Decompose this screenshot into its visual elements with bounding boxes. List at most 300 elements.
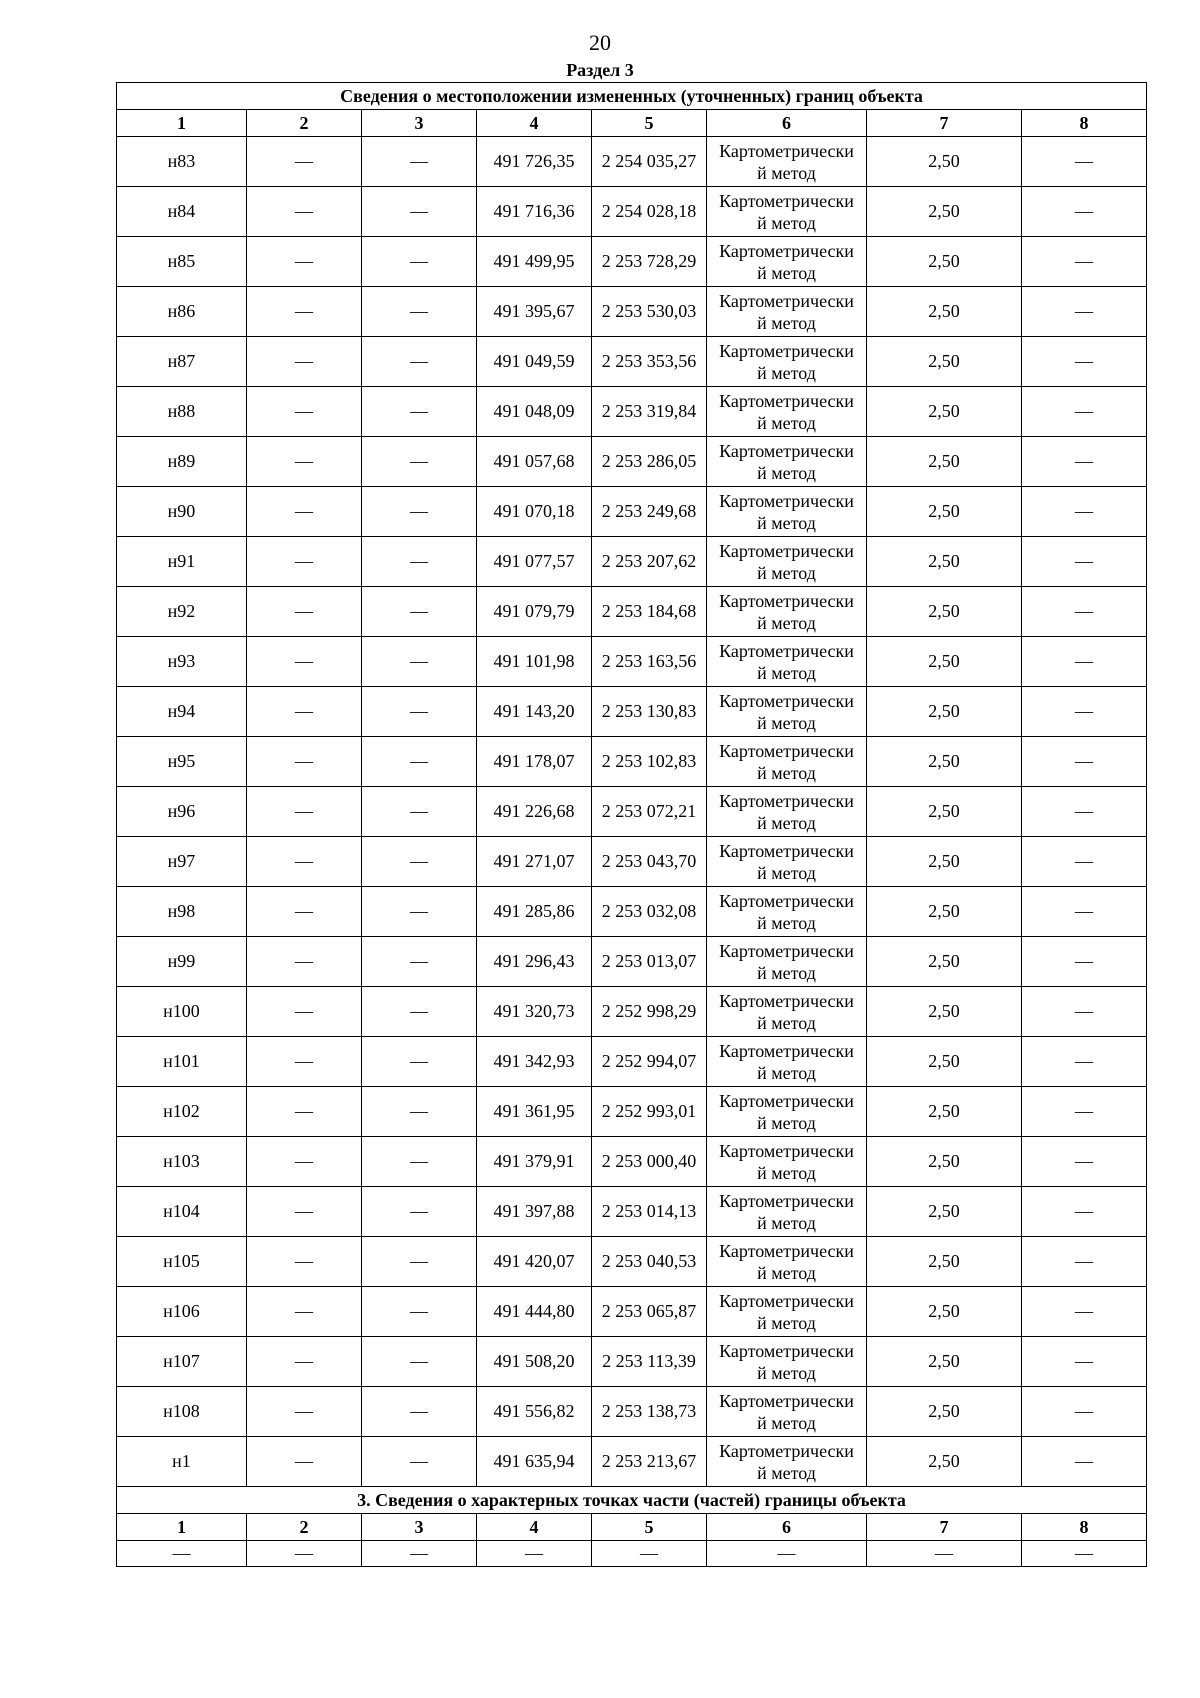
method-cell	[707, 337, 867, 387]
point-name: н95	[117, 737, 247, 787]
coord-y: 2 253 032,08	[592, 887, 707, 937]
method-line1: Картометрически	[719, 990, 854, 1011]
method-cell	[707, 1287, 867, 1337]
method-cell	[707, 187, 867, 237]
coord-x: 491 726,35	[477, 137, 592, 187]
point-name: н96	[117, 787, 247, 837]
method-line2: й метод	[757, 1262, 816, 1283]
dash-cell: —	[362, 637, 477, 687]
dash-cell: —	[1022, 287, 1147, 337]
coord-x: 491 048,09	[477, 387, 592, 437]
column-header: 2	[247, 110, 362, 137]
section-title: Раздел 3	[566, 60, 634, 80]
accuracy-cell: 2,50	[867, 1337, 1022, 1387]
accuracy-cell: 2,50	[867, 1137, 1022, 1187]
column-header: 8	[1022, 1514, 1147, 1541]
column-header: 6	[707, 110, 867, 137]
table-row	[117, 587, 1147, 637]
table-row	[117, 537, 1147, 587]
method-line2: й метод	[757, 1012, 816, 1033]
table-row	[117, 1187, 1147, 1237]
point-name: н84	[117, 187, 247, 237]
method-cell	[707, 1337, 867, 1387]
dash-cell: —	[247, 1287, 362, 1337]
accuracy-cell: 2,50	[867, 1037, 1022, 1087]
coord-x: 491 079,79	[477, 587, 592, 637]
point-name: н98	[117, 887, 247, 937]
column-header: 3	[362, 110, 477, 137]
accuracy-cell: 2,50	[867, 537, 1022, 587]
accuracy-cell: 2,50	[867, 387, 1022, 437]
method-line1: Картометрически	[719, 340, 854, 361]
table-row	[117, 1137, 1147, 1187]
method-line2: й метод	[757, 262, 816, 283]
dash-cell: —	[362, 487, 477, 537]
accuracy-cell: 2,50	[867, 337, 1022, 387]
method-line2: й метод	[757, 462, 816, 483]
coord-y: 2 252 993,01	[592, 1087, 707, 1137]
column-header: 4	[477, 1514, 592, 1541]
accuracy-cell: 2,50	[867, 837, 1022, 887]
table-row	[117, 1287, 1147, 1337]
method-line1: Картометрически	[719, 1040, 854, 1061]
coord-y: 2 253 530,03	[592, 287, 707, 337]
method-line2: й метод	[757, 1362, 816, 1383]
point-name: н92	[117, 587, 247, 637]
point-name: н102	[117, 1087, 247, 1137]
dash-cell: —	[1022, 1387, 1147, 1437]
accuracy-cell: 2,50	[867, 237, 1022, 287]
point-name: н1	[117, 1437, 247, 1487]
accuracy-cell: 2,50	[867, 987, 1022, 1037]
dash-cell: —	[1022, 1087, 1147, 1137]
coord-y: 2 253 207,62	[592, 537, 707, 587]
coord-x: 491 379,91	[477, 1137, 592, 1187]
coord-x: 491 077,57	[477, 537, 592, 587]
dash-cell: —	[1022, 987, 1147, 1037]
method-line1: Картометрически	[719, 590, 854, 611]
column-header: 3	[362, 1514, 477, 1541]
dash-cell: —	[362, 887, 477, 937]
method-cell	[707, 237, 867, 287]
accuracy-cell: 2,50	[867, 787, 1022, 837]
method-line1: Картометрически	[719, 1290, 854, 1311]
method-line1: Картометрически	[719, 940, 854, 961]
coord-x: 491 070,18	[477, 487, 592, 537]
dash-cell: —	[1022, 887, 1147, 937]
dash-cell: —	[362, 1037, 477, 1087]
coord-y: 2 253 184,68	[592, 587, 707, 637]
dash-cell: —	[362, 1541, 477, 1567]
dash-cell: —	[1022, 687, 1147, 737]
accuracy-cell: 2,50	[867, 1387, 1022, 1437]
method-line2: й метод	[757, 1412, 816, 1433]
method-line1: Картометрически	[719, 1390, 854, 1411]
coord-y: 2 253 728,29	[592, 237, 707, 287]
dash-cell: —	[362, 437, 477, 487]
dash-cell: —	[247, 387, 362, 437]
point-name: н83	[117, 137, 247, 187]
method-line2: й метод	[757, 1462, 816, 1483]
point-name: н106	[117, 1287, 247, 1337]
dash-cell: —	[1022, 187, 1147, 237]
dash-cell: —	[362, 837, 477, 887]
coord-x: 491 556,82	[477, 1387, 592, 1437]
method-cell	[707, 1237, 867, 1287]
dash-cell: —	[247, 437, 362, 487]
method-cell	[707, 1187, 867, 1237]
dash-cell: —	[1022, 1037, 1147, 1087]
coord-y: 2 253 014,13	[592, 1187, 707, 1237]
method-cell	[707, 837, 867, 887]
dash-cell: —	[592, 1541, 707, 1567]
dash-cell: —	[247, 1037, 362, 1087]
coord-x: 491 397,88	[477, 1187, 592, 1237]
method-line2: й метод	[757, 1112, 816, 1133]
accuracy-cell: 2,50	[867, 1437, 1022, 1487]
method-cell	[707, 537, 867, 587]
coord-x: 491 420,07	[477, 1237, 592, 1287]
accuracy-cell: 2,50	[867, 1087, 1022, 1137]
dash-cell: —	[362, 1287, 477, 1337]
coord-x: 491 285,86	[477, 887, 592, 937]
dash-cell: —	[117, 1541, 247, 1567]
point-name: н91	[117, 537, 247, 587]
method-line2: й метод	[757, 562, 816, 583]
dash-cell: —	[247, 487, 362, 537]
dash-cell: —	[362, 287, 477, 337]
coord-y: 2 252 998,29	[592, 987, 707, 1037]
method-cell	[707, 1137, 867, 1187]
table-row	[117, 1541, 1147, 1567]
table-row	[117, 287, 1147, 337]
dash-cell: —	[1022, 1187, 1147, 1237]
dash-cell: —	[247, 287, 362, 337]
column-header: 4	[477, 110, 592, 137]
dash-cell: —	[247, 187, 362, 237]
coord-x: 491 444,80	[477, 1287, 592, 1337]
coord-y: 2 252 994,07	[592, 1037, 707, 1087]
method-cell	[707, 387, 867, 437]
table-row	[117, 1237, 1147, 1287]
table-row	[117, 237, 1147, 287]
coord-x: 491 320,73	[477, 987, 592, 1037]
table-row	[117, 937, 1147, 987]
coord-x: 491 143,20	[477, 687, 592, 737]
accuracy-cell: 2,50	[867, 637, 1022, 687]
dash-cell: —	[362, 387, 477, 437]
coord-x: 491 101,98	[477, 637, 592, 687]
dash-cell: —	[247, 637, 362, 687]
dash-cell: —	[477, 1541, 592, 1567]
table-row	[117, 487, 1147, 537]
dash-cell: —	[362, 337, 477, 387]
coord-y: 2 253 319,84	[592, 387, 707, 437]
coord-y: 2 253 286,05	[592, 437, 707, 487]
dash-cell: —	[247, 237, 362, 287]
dash-cell: —	[247, 1337, 362, 1387]
table-row	[117, 787, 1147, 837]
point-name: н86	[117, 287, 247, 337]
dash-cell: —	[247, 837, 362, 887]
accuracy-cell: 2,50	[867, 187, 1022, 237]
method-cell	[707, 687, 867, 737]
boundary-table	[116, 82, 1147, 1567]
table-row	[117, 1437, 1147, 1487]
coord-x: 491 499,95	[477, 237, 592, 287]
dash-cell: —	[362, 737, 477, 787]
coord-y: 2 253 013,07	[592, 937, 707, 987]
dash-cell: —	[1022, 387, 1147, 437]
dash-cell: —	[1022, 937, 1147, 987]
table-row	[117, 387, 1147, 437]
point-name: н97	[117, 837, 247, 887]
dash-cell: —	[362, 187, 477, 237]
coord-x: 491 271,07	[477, 837, 592, 887]
coord-y: 2 253 065,87	[592, 1287, 707, 1337]
accuracy-cell: 2,50	[867, 487, 1022, 537]
column-header: 1	[117, 1514, 247, 1541]
dash-cell: —	[362, 987, 477, 1037]
dash-cell: —	[362, 1087, 477, 1137]
column-header: 5	[592, 110, 707, 137]
method-line1: Картометрически	[719, 490, 854, 511]
method-line1: Картометрически	[719, 540, 854, 561]
dash-cell: —	[1022, 1337, 1147, 1387]
dash-cell: —	[707, 1541, 867, 1567]
coord-x: 491 226,68	[477, 787, 592, 837]
dash-cell: —	[247, 937, 362, 987]
table-row	[117, 687, 1147, 737]
method-cell	[707, 737, 867, 787]
method-cell	[707, 1087, 867, 1137]
method-line1: Картометрически	[719, 1090, 854, 1111]
point-name: н104	[117, 1187, 247, 1237]
table-row	[117, 1387, 1147, 1437]
page-number: 20	[589, 30, 611, 55]
dash-cell: —	[247, 1237, 362, 1287]
method-line1: Картометрически	[719, 1340, 854, 1361]
method-line2: й метод	[757, 212, 816, 233]
coord-y: 2 254 028,18	[592, 187, 707, 237]
accuracy-cell: 2,50	[867, 587, 1022, 637]
method-line2: й метод	[757, 912, 816, 933]
method-line1: Картометрически	[719, 1190, 854, 1211]
coord-x: 491 508,20	[477, 1337, 592, 1387]
accuracy-cell: 2,50	[867, 887, 1022, 937]
table-row	[117, 437, 1147, 487]
method-cell	[707, 1387, 867, 1437]
point-name: н94	[117, 687, 247, 737]
dash-cell: —	[247, 1541, 362, 1567]
method-line1: Картометрически	[719, 790, 854, 811]
method-cell	[707, 137, 867, 187]
table2-title: 3. Сведения о характерных точках части (частей) границы объекта	[117, 1487, 1147, 1514]
dash-cell: —	[1022, 1541, 1147, 1567]
dash-cell: —	[1022, 137, 1147, 187]
dash-cell: —	[1022, 787, 1147, 837]
table-row	[117, 187, 1147, 237]
dash-cell: —	[362, 1137, 477, 1187]
point-name: н89	[117, 437, 247, 487]
dash-cell: —	[1022, 587, 1147, 637]
table-row	[117, 1087, 1147, 1137]
table-row	[117, 737, 1147, 787]
method-line1: Картометрически	[719, 140, 854, 161]
accuracy-cell: 2,50	[867, 137, 1022, 187]
dash-cell: —	[1022, 1137, 1147, 1187]
coord-x: 491 635,94	[477, 1437, 592, 1487]
table-row	[117, 837, 1147, 887]
method-line2: й метод	[757, 312, 816, 333]
method-line2: й метод	[757, 862, 816, 883]
point-name: н85	[117, 237, 247, 287]
method-line1: Картометрически	[719, 240, 854, 261]
accuracy-cell: 2,50	[867, 1187, 1022, 1237]
dash-cell: —	[247, 1387, 362, 1437]
point-name: н93	[117, 637, 247, 687]
table1-title: Сведения о местоположении измененных (уточненных) границ объекта	[117, 83, 1147, 110]
coord-x: 491 361,95	[477, 1087, 592, 1137]
coord-x: 491 342,93	[477, 1037, 592, 1087]
table-row	[117, 1037, 1147, 1087]
coord-y: 2 253 102,83	[592, 737, 707, 787]
accuracy-cell: 2,50	[867, 937, 1022, 987]
column-header: 7	[867, 1514, 1022, 1541]
coord-y: 2 253 072,21	[592, 787, 707, 837]
method-cell	[707, 937, 867, 987]
dash-cell: —	[362, 937, 477, 987]
coord-y: 2 253 113,39	[592, 1337, 707, 1387]
dash-cell: —	[1022, 237, 1147, 287]
dash-cell: —	[867, 1541, 1022, 1567]
method-cell	[707, 1437, 867, 1487]
method-line1: Картометрически	[719, 740, 854, 761]
dash-cell: —	[247, 787, 362, 837]
method-line1: Картометрически	[719, 840, 854, 861]
accuracy-cell: 2,50	[867, 1237, 1022, 1287]
table-row	[117, 887, 1147, 937]
method-line2: й метод	[757, 162, 816, 183]
dash-cell: —	[1022, 637, 1147, 687]
method-line1: Картометрически	[719, 640, 854, 661]
dash-cell: —	[1022, 1237, 1147, 1287]
coord-y: 2 254 035,27	[592, 137, 707, 187]
dash-cell: —	[247, 1137, 362, 1187]
coord-x: 491 178,07	[477, 737, 592, 787]
accuracy-cell: 2,50	[867, 437, 1022, 487]
dash-cell: —	[362, 1237, 477, 1287]
column-header: 5	[592, 1514, 707, 1541]
method-line1: Картометрически	[719, 890, 854, 911]
dash-cell: —	[247, 137, 362, 187]
dash-cell: —	[247, 337, 362, 387]
table-row	[117, 637, 1147, 687]
method-line1: Картометрически	[719, 290, 854, 311]
dash-cell: —	[1022, 1287, 1147, 1337]
table2-header-row	[117, 1514, 1147, 1541]
point-name: н101	[117, 1037, 247, 1087]
method-line2: й метод	[757, 812, 816, 833]
method-line1: Картометрически	[719, 1140, 854, 1161]
method-line1: Картометрически	[719, 690, 854, 711]
coord-y: 2 253 213,67	[592, 1437, 707, 1487]
coord-x: 491 049,59	[477, 337, 592, 387]
point-name: н99	[117, 937, 247, 987]
table1-title-row	[117, 83, 1147, 110]
table-row	[117, 137, 1147, 187]
dash-cell: —	[247, 587, 362, 637]
dash-cell: —	[247, 1437, 362, 1487]
coord-y: 2 253 138,73	[592, 1387, 707, 1437]
point-name: н88	[117, 387, 247, 437]
accuracy-cell: 2,50	[867, 737, 1022, 787]
method-cell	[707, 987, 867, 1037]
column-header: 1	[117, 110, 247, 137]
dash-cell: —	[362, 687, 477, 737]
dash-cell: —	[247, 1087, 362, 1137]
dash-cell: —	[362, 1187, 477, 1237]
method-line2: й метод	[757, 412, 816, 433]
column-header: 2	[247, 1514, 362, 1541]
method-line2: й метод	[757, 1212, 816, 1233]
column-header: 6	[707, 1514, 867, 1541]
dash-cell: —	[247, 537, 362, 587]
accuracy-cell: 2,50	[867, 287, 1022, 337]
method-cell	[707, 487, 867, 537]
point-name: н103	[117, 1137, 247, 1187]
coord-y: 2 253 040,53	[592, 1237, 707, 1287]
method-line2: й метод	[757, 962, 816, 983]
coord-y: 2 253 163,56	[592, 637, 707, 687]
dash-cell: —	[247, 1187, 362, 1237]
table2-title-row	[117, 1487, 1147, 1514]
column-header: 7	[867, 110, 1022, 137]
point-name: н107	[117, 1337, 247, 1387]
dash-cell: —	[247, 737, 362, 787]
method-line2: й метод	[757, 1312, 816, 1333]
dash-cell: —	[1022, 437, 1147, 487]
dash-cell: —	[362, 237, 477, 287]
coord-y: 2 253 130,83	[592, 687, 707, 737]
method-line1: Картометрически	[719, 190, 854, 211]
coord-y: 2 253 043,70	[592, 837, 707, 887]
point-name: н100	[117, 987, 247, 1037]
method-cell	[707, 887, 867, 937]
dash-cell: —	[362, 1437, 477, 1487]
dash-cell: —	[362, 137, 477, 187]
accuracy-cell: 2,50	[867, 1287, 1022, 1337]
coord-y: 2 253 353,56	[592, 337, 707, 387]
method-line1: Картометрически	[719, 440, 854, 461]
method-cell	[707, 437, 867, 487]
dash-cell: —	[1022, 1437, 1147, 1487]
dash-cell: —	[362, 1387, 477, 1437]
method-cell	[707, 1037, 867, 1087]
dash-cell: —	[1022, 837, 1147, 887]
method-line2: й метод	[757, 662, 816, 683]
coord-x: 491 716,36	[477, 187, 592, 237]
method-cell	[707, 587, 867, 637]
table1-header-row	[117, 110, 1147, 137]
point-name: н108	[117, 1387, 247, 1437]
method-line1: Картометрически	[719, 1240, 854, 1261]
dash-cell: —	[362, 1337, 477, 1387]
dash-cell: —	[247, 987, 362, 1037]
dash-cell: —	[1022, 337, 1147, 387]
dash-cell: —	[247, 687, 362, 737]
coord-y: 2 253 000,40	[592, 1137, 707, 1187]
